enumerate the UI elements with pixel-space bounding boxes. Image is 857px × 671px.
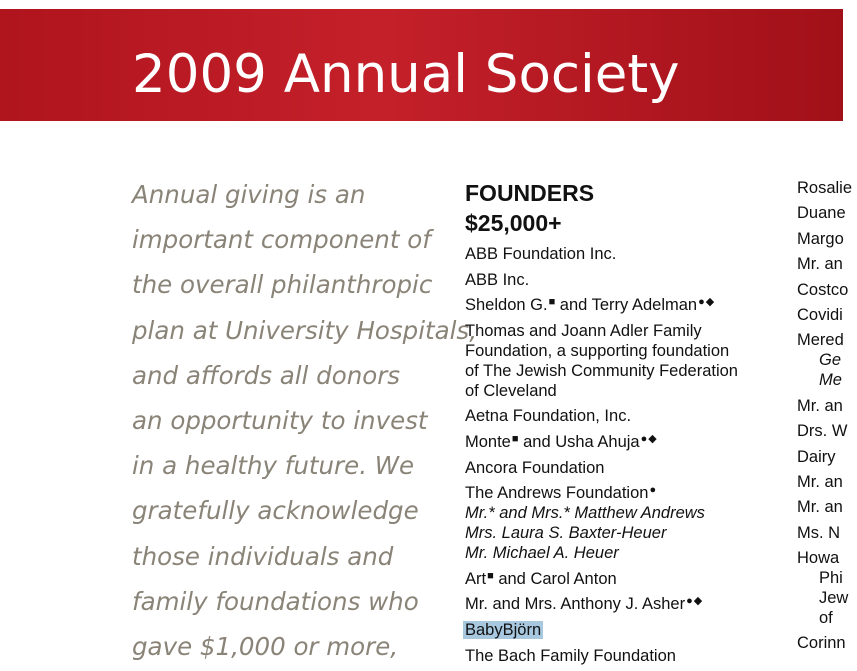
donor-entry: Sheldon G.■ and Terry Adelman●◆ xyxy=(465,296,715,315)
intro-line: plan at University Hospitals, xyxy=(132,315,477,345)
section-amount: $25,000+ xyxy=(465,210,562,236)
member-name: Ge xyxy=(819,351,842,370)
circle-mark-icon: ● xyxy=(640,432,648,445)
donor-entry: Thomas and Joann Adler Family Foundation, a supporting foundation of The Jewish Community Federation of Cleveland xyxy=(465,321,738,400)
donor-entry: The Bach Family Foundation xyxy=(465,646,676,665)
member-name: Mr. Michael A. Heuer xyxy=(465,544,619,563)
donor-entry: Dairy xyxy=(797,447,836,466)
donor-entry: Costco xyxy=(797,280,849,299)
square-mark-icon: ■ xyxy=(511,432,519,445)
intro-line: and affords all donors xyxy=(132,360,401,390)
donor-entry: Margo xyxy=(797,229,844,248)
intro-line: Annual giving is an xyxy=(132,180,366,209)
member-name: Me xyxy=(819,371,842,390)
member-name: Mrs. Laura S. Baxter-Heuer xyxy=(465,524,667,543)
intro-line: family foundations who xyxy=(132,586,419,616)
header-banner xyxy=(0,9,843,121)
donor-entry-selected[interactable] xyxy=(465,620,785,640)
donor-entry: Rosalie xyxy=(797,179,853,197)
donor-entry: Mr. an xyxy=(797,396,843,415)
diamond-mark-icon: ◆ xyxy=(648,432,657,445)
donor-entry: Corinn xyxy=(797,634,846,653)
intro-line: gave $1,000 or more, xyxy=(132,632,399,662)
member-name: Mr.* and Mrs.* Matthew Andrews xyxy=(465,504,705,523)
intro-paragraph xyxy=(132,172,477,669)
donor-entry: Duane xyxy=(797,204,846,223)
donor-entry: Aetna Foundation, Inc. xyxy=(465,407,632,426)
page-title: 2009 Annual Society xyxy=(132,44,680,105)
intro-line: important component of xyxy=(132,225,431,255)
text-selection[interactable]: BabyBjörn xyxy=(465,620,542,639)
circle-mark-icon: ● xyxy=(649,484,657,497)
donor-entry: Mr. an xyxy=(797,255,843,274)
donor-entry: The Andrews Foundation● Mr.* and Mrs.* Matthew Andrews Mrs. Laura S. Baxter-Heuer Mr. Michael A. Heuer xyxy=(465,483,785,563)
donor-entry: Howa Phi Jew of xyxy=(797,549,849,628)
donor-entry: ABB Foundation Inc. xyxy=(465,245,617,263)
section-title: FOUNDERS xyxy=(465,180,595,206)
intro-line: in a healthy future. We xyxy=(132,451,415,481)
donor-entry: Mered Ge Me xyxy=(797,330,857,390)
diamond-mark-icon: ◆ xyxy=(693,595,703,608)
donor-entry: Ms. N xyxy=(797,523,841,542)
intro-line: gratefully acknowledge xyxy=(132,496,419,526)
intro-line: the overall philanthropic xyxy=(132,270,433,300)
donor-entry: Mr. an xyxy=(797,472,843,491)
square-mark-icon: ■ xyxy=(487,569,494,582)
donor-entry: Art■ and Carol Anton xyxy=(465,569,617,588)
intro-line: those individuals and xyxy=(132,541,394,571)
donor-entry: Monte■ and Usha Ahuja●◆ xyxy=(465,432,657,451)
circle-mark-icon: ● xyxy=(698,296,705,309)
donor-entry: Covidi xyxy=(797,305,843,324)
circle-mark-icon: ● xyxy=(686,595,693,608)
founders-column xyxy=(465,178,785,671)
donor-entry: Mr. an xyxy=(797,498,843,517)
donor-entry: Drs. W xyxy=(797,422,848,441)
right-column xyxy=(797,178,857,659)
diamond-mark-icon: ◆ xyxy=(705,296,715,309)
donor-entry: Ancora Foundation xyxy=(465,458,605,477)
intro-line: an opportunity to invest xyxy=(132,406,428,436)
donor-entry: ABB Inc. xyxy=(465,270,530,289)
square-mark-icon: ■ xyxy=(548,296,556,309)
donor-entry: Mr. and Mrs. Anthony J. Asher●◆ xyxy=(465,595,703,614)
